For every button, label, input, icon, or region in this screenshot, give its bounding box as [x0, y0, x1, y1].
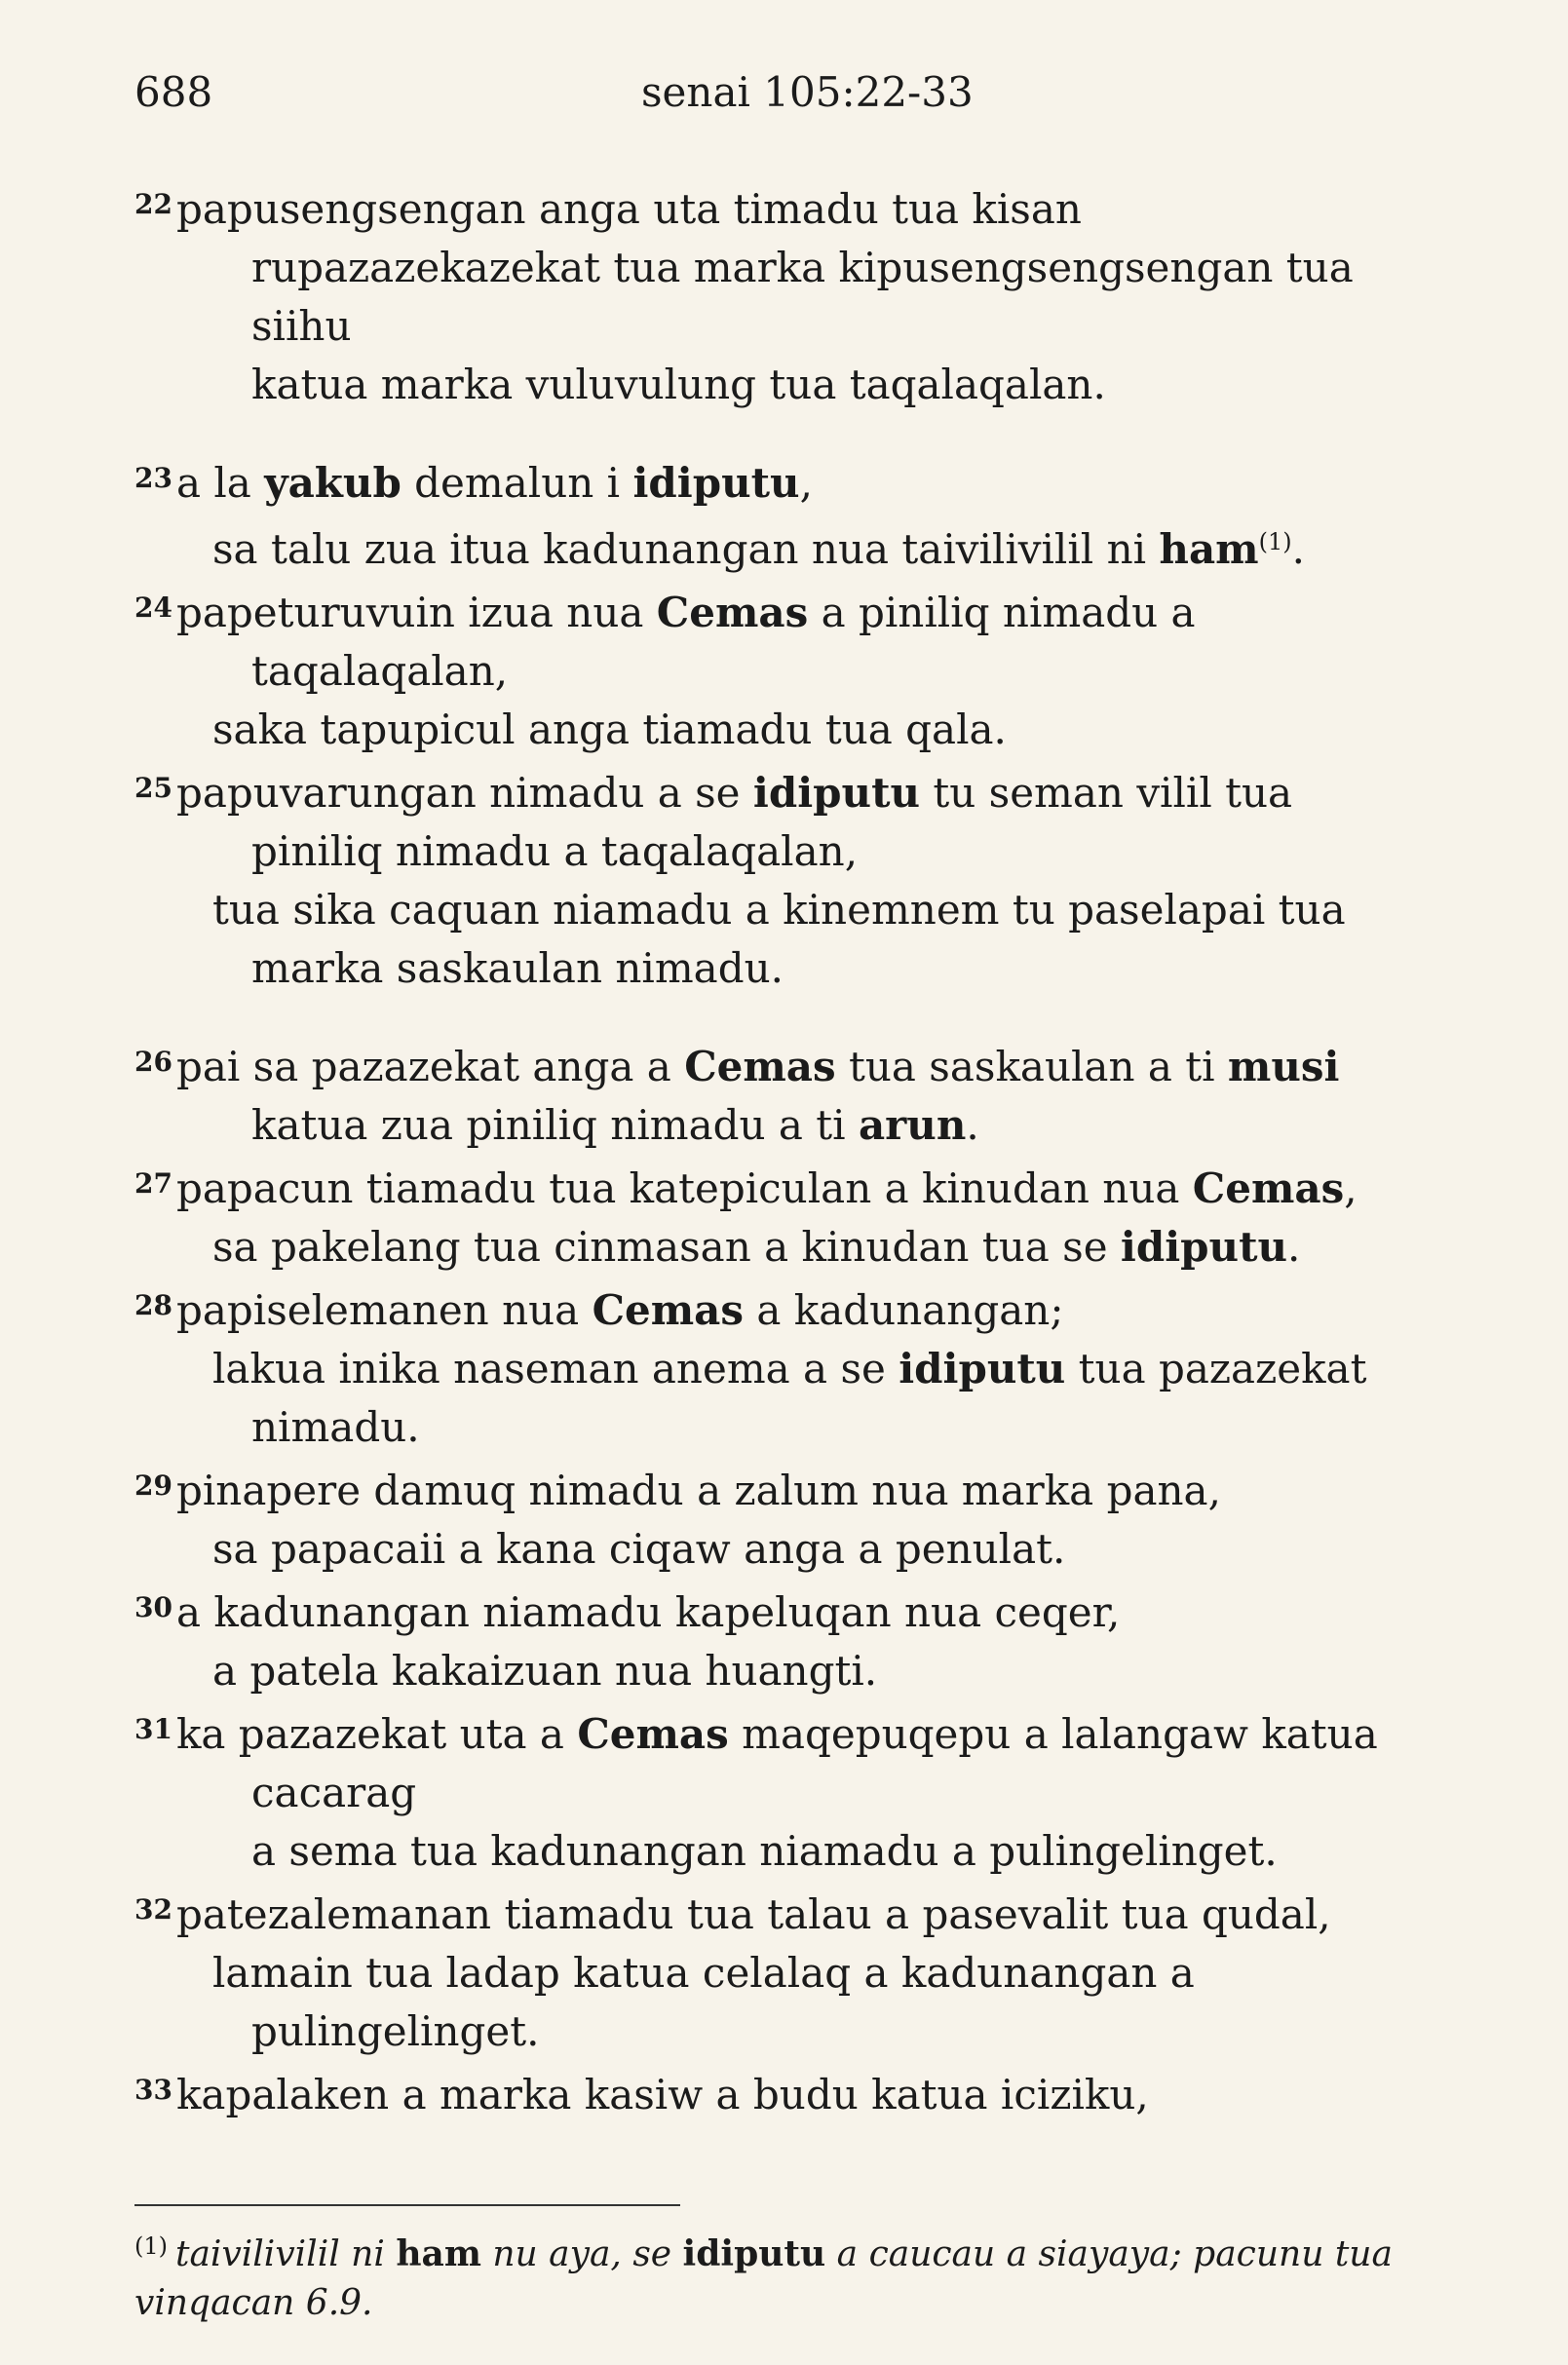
footnote-divider: [134, 2204, 680, 2206]
verse-line: [134, 1340, 1421, 1398]
verse-line: [134, 1033, 1421, 1096]
verse-text: tua pazazekat: [1065, 1345, 1367, 1392]
verse-25: [134, 759, 1421, 998]
verse-text: a patela kakaizuan nua huangti.: [212, 1647, 878, 1695]
verse-text: yakub: [264, 459, 402, 507]
verse-text: lakua inika naseman anema a se: [212, 1345, 899, 1392]
verse-text: idiputu: [899, 1345, 1066, 1392]
verse-text: sa pakelang tua cinmasan a kinudan tua se: [212, 1223, 1121, 1271]
verse-text: patezalemanan tiamadu tua talau a pasevalit tua qudal,: [175, 1890, 1331, 1938]
verse-number: 31: [134, 1713, 172, 1745]
verse-line: [134, 759, 1421, 822]
verse-22: [134, 175, 1421, 414]
verse-text: taqalaqalan,: [251, 647, 509, 695]
verse-24: [134, 579, 1421, 759]
verse-text: saka tapupicul anga tiamadu tua qala.: [212, 706, 1007, 753]
verse-text: rupazazekazekat tua marka kipusengsengsengan tua: [251, 244, 1354, 291]
verse-number: 26: [134, 1046, 172, 1078]
verse-text: tu seman vilil tua: [920, 769, 1293, 817]
verse-line: [134, 881, 1421, 939]
verse-text: pulingelinget.: [251, 2007, 540, 2055]
verse-line: [134, 1218, 1421, 1277]
footnote-text: nu aya, se: [480, 2234, 683, 2274]
verse-text: pai sa pazazekat anga a: [175, 1043, 685, 1090]
verse-26: [134, 1033, 1421, 1155]
verse-30: [134, 1579, 1421, 1700]
verse-list: [134, 175, 1421, 2124]
verse-text: a kadunangan;: [744, 1286, 1064, 1334]
verse-31: [134, 1700, 1421, 1881]
verse-line: [134, 2061, 1421, 2124]
verse-text: ham: [1159, 525, 1259, 573]
verse-text: idiputu: [752, 769, 921, 817]
verse-text: a piniliq nimadu a: [808, 589, 1196, 636]
verse-text: a la: [175, 459, 265, 507]
verse-33: [134, 2061, 1421, 2124]
verse-number: 32: [134, 1893, 172, 1926]
verse-text: papiselemanen nua: [175, 1286, 593, 1334]
verse-text: idiputu: [632, 459, 800, 507]
verse-text: katua marka vuluvulung tua taqalaqalan.: [251, 361, 1106, 408]
page-header: [134, 68, 1451, 136]
verse-line: [134, 1764, 1421, 1822]
verse-text: demalun i: [401, 459, 633, 507]
verse-text: Cemas: [592, 1286, 745, 1334]
verse-text: kapalaken a marka kasiw a budu katua iciziku,: [175, 2071, 1149, 2118]
verse-line: [134, 579, 1421, 642]
verse-line: [134, 1822, 1421, 1881]
verse-text: nimadu.: [251, 1403, 420, 1451]
verse-text: papuvarungan nimadu a se: [175, 769, 753, 817]
footnote-text: ham: [396, 2233, 481, 2274]
verse-line: [134, 2003, 1421, 2061]
verse-text: papusengsengan anga uta timadu tua kisan: [175, 185, 1082, 233]
verse-text: Cemas: [1192, 1164, 1345, 1212]
verse-text: papeturuvuin izua nua: [175, 589, 657, 636]
verse-23: [134, 449, 1421, 579]
verse-line: [134, 239, 1421, 297]
verse-number: 28: [134, 1289, 172, 1321]
verse-text: musi: [1227, 1043, 1340, 1090]
verse-number: 22: [134, 188, 172, 220]
verse-number: 29: [134, 1469, 172, 1502]
verse-text: pinapere damuq nimadu a zalum nua marka pana,: [175, 1467, 1221, 1514]
footnote-text: taivilivilil ni: [175, 2234, 397, 2274]
verse-text: a sema tua kadunangan niamadu a pulingelinget.: [251, 1827, 1278, 1875]
verse-text: maqepuqepu a lalangaw katua: [728, 1710, 1378, 1758]
verse-29: [134, 1457, 1421, 1579]
verse-text: ka pazazekat uta a: [175, 1710, 578, 1758]
verse-text: katua zua piniliq nimadu a ti: [251, 1101, 859, 1149]
verse-text: ,: [1344, 1164, 1358, 1212]
verse-line: [134, 449, 1421, 513]
verse-line: [134, 1457, 1421, 1520]
footnote-text: a caucau a siayaya; pacunu tua vinqacan 6.9.: [134, 2234, 1393, 2323]
verse-line: [134, 1096, 1421, 1155]
verse-27: [134, 1155, 1421, 1277]
verse-line: [134, 356, 1421, 414]
verse-text: a kadunangan niamadu kapeluqan nua ceqer,: [175, 1588, 1121, 1636]
verse-line: [134, 1155, 1421, 1218]
verse-line: [134, 642, 1421, 701]
verse-text: tua saskaulan a ti: [835, 1043, 1228, 1090]
verse-line: [134, 939, 1421, 998]
verse-line: [134, 701, 1421, 759]
verse-line: [134, 513, 1421, 579]
verse-number: 33: [134, 2074, 172, 2106]
verse-line: [134, 1398, 1421, 1457]
verse-number: 27: [134, 1167, 172, 1200]
verse-line: [134, 297, 1421, 356]
verse-line: [134, 175, 1421, 239]
verse-text: Cemas: [577, 1710, 729, 1758]
verse-text: cacarag: [251, 1769, 417, 1816]
verse-text: papacun tiamadu tua katepiculan a kinudan nua: [175, 1164, 1193, 1212]
verse-text: siihu: [251, 302, 352, 350]
running-head: senai 105:22-33: [641, 68, 974, 116]
verse-line: [134, 1520, 1421, 1579]
footnote: [134, 2222, 1431, 2328]
verse-text: marka saskaulan nimadu.: [251, 944, 784, 992]
verse-line: [134, 1642, 1421, 1700]
page-number: 688: [134, 68, 213, 116]
verse-text: Cemas: [656, 589, 809, 636]
footnote-reference: (1): [1258, 528, 1292, 555]
verse-text: tua sika caquan niamadu a kinemnem tu paselapai tua: [212, 886, 1346, 934]
verse-text: .: [1291, 525, 1305, 573]
verse-line: [134, 1700, 1421, 1764]
verse-32: [134, 1881, 1421, 2061]
verse-text: .: [1287, 1223, 1301, 1271]
verse-text: sa papacaii a kana ciqaw anga a penulat.: [212, 1525, 1066, 1573]
verse-number: 23: [134, 462, 172, 494]
footnote-mark: (1): [134, 2232, 168, 2260]
verse-line: [134, 1944, 1421, 2003]
verse-line: [134, 822, 1421, 881]
verse-text: lamain tua ladap katua celalaq a kadunangan a: [212, 1949, 1195, 1997]
verse-line: [134, 1277, 1421, 1340]
verse-text: piniliq nimadu a taqalaqalan,: [251, 827, 859, 875]
verse-text: ,: [799, 459, 813, 507]
verse-line: [134, 1579, 1421, 1642]
footnote-text: idiputu: [682, 2233, 826, 2274]
verse-number: 24: [134, 591, 172, 624]
verse-text: .: [966, 1101, 979, 1149]
verse-28: [134, 1277, 1421, 1457]
verse-number: 25: [134, 772, 172, 804]
verse-text: Cemas: [684, 1043, 836, 1090]
verse-line: [134, 1881, 1421, 1944]
verse-text: arun: [858, 1101, 967, 1149]
verse-number: 30: [134, 1591, 172, 1623]
verse-text: sa talu zua itua kadunangan nua taivilivilil ni: [212, 525, 1160, 573]
verse-text: idiputu: [1120, 1223, 1288, 1271]
